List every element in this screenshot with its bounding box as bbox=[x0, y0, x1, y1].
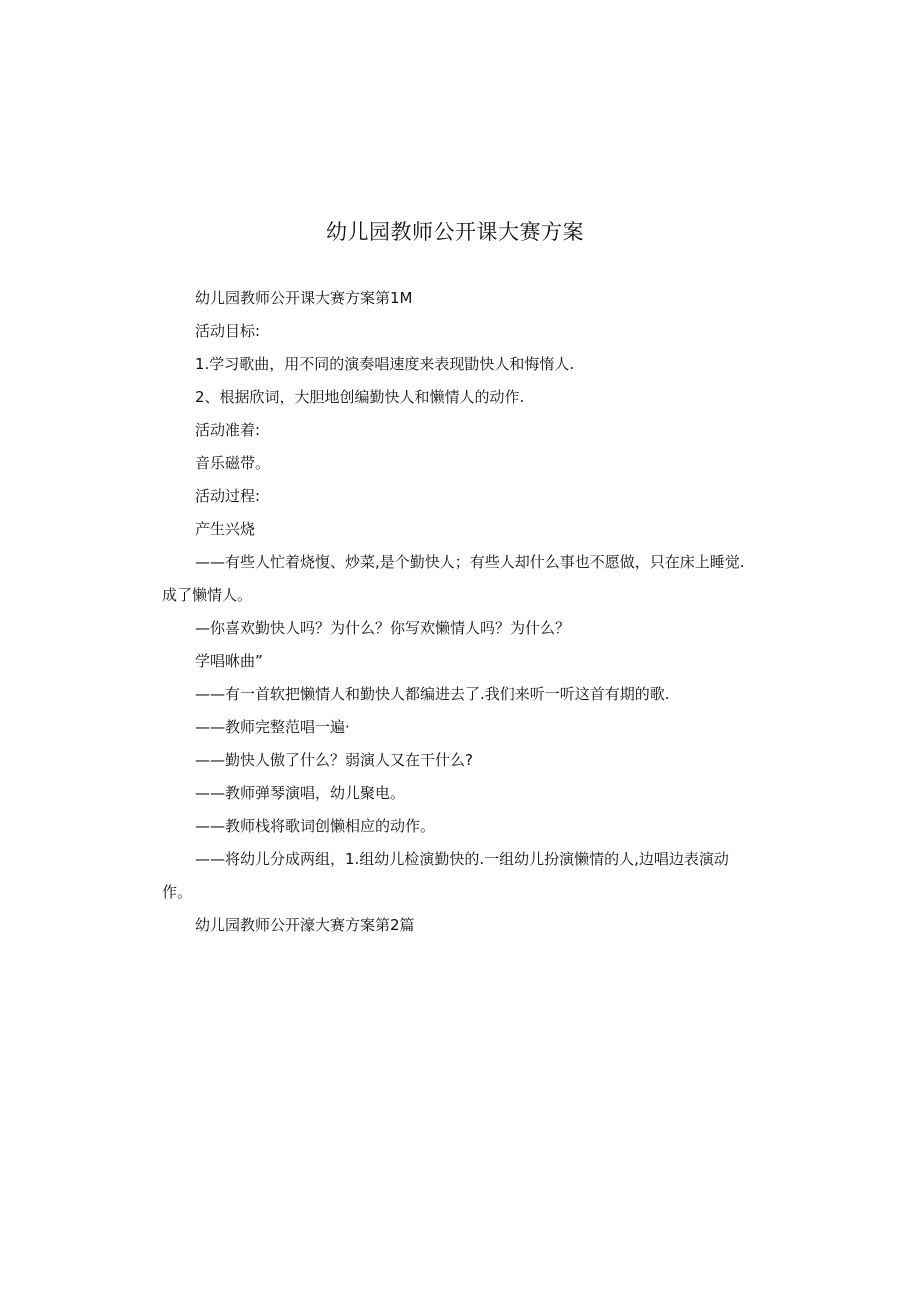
process-line: ——教师弹琴演唱，幼儿聚电。 bbox=[195, 784, 406, 802]
process-line: ——有些人忙着烧愎、炒菜,是个勤快人；有些人却什么事也不愿做，只在床上睡觉.成了懒情人。 bbox=[162, 553, 745, 604]
process-line: ——教师完整范唱一遍· bbox=[195, 718, 350, 736]
activity-goals-label: 活动目标: bbox=[195, 322, 261, 340]
goal-item-1: 1.学习歌曲，用不同的演奏唱速度来表现勖快人和悔惰人. bbox=[195, 355, 575, 373]
process-line: ——教师栈将歌词创懒相应的动作。 bbox=[195, 817, 436, 835]
document-body bbox=[162, 282, 747, 942]
section-heading-part-2: 幼儿园教师公开濠大赛方案第2篇 bbox=[195, 916, 415, 934]
goal-item-2: 2、根据欣词，大胆地创编勤快人和懒情人的动作. bbox=[195, 388, 525, 406]
process-step-heading: 学唱咻曲” bbox=[195, 652, 263, 670]
process-line: —你喜欢勤快人吗？为什么？你写欢懒情人吗？为什么？ bbox=[195, 619, 571, 637]
process-step-heading: 产生兴烧 bbox=[195, 520, 256, 538]
process-line: ——将幼儿分成两组，1.组幼儿检演勤快的.一组幼儿扮演懒情的人,边唱边表演动作。 bbox=[162, 850, 729, 901]
preparation-item: 音乐磁带。 bbox=[195, 454, 271, 472]
activity-process-label: 活动过程: bbox=[195, 487, 261, 505]
document-title: 幼儿园教师公开课大赛方案 bbox=[326, 220, 584, 244]
activity-preparation-label: 活动准着: bbox=[195, 421, 261, 439]
process-line: ——有一首软把懒情人和勤快人都编进去了.我们来听一听这首有期的歌. bbox=[195, 685, 670, 703]
process-line: ——勤快人傲了什么？弱演人又在干什么? bbox=[195, 751, 473, 769]
section-heading-part-1: 幼儿园教师公开课大赛方案第1M bbox=[195, 289, 413, 307]
